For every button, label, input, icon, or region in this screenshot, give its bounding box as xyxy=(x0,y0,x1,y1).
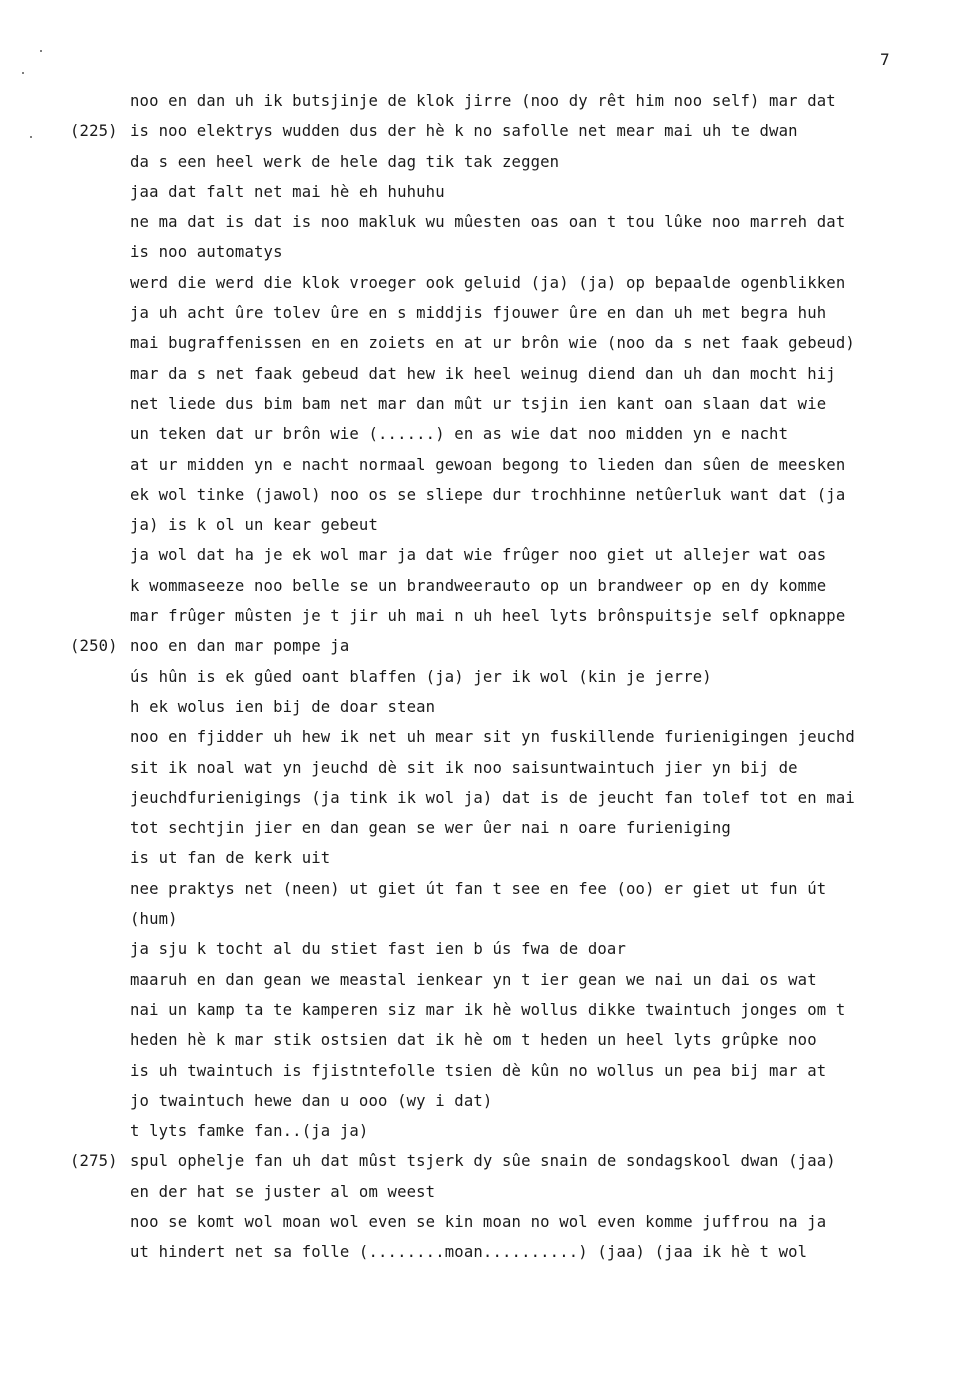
line-text: is uh twaintuch is fjistntefolle tsien dè kûn no wollus un pea bij mar at xyxy=(130,1061,827,1080)
line-text: noo en dan mar pompe ja xyxy=(130,637,350,656)
line-text: h ek wolus ien bij de doar stean xyxy=(130,697,436,716)
line-text: en der hat se juster al om weest xyxy=(130,1182,436,1201)
transcript-line xyxy=(0,268,979,298)
scan-speck xyxy=(22,72,24,74)
scan-speck xyxy=(30,136,32,138)
line-text: werd die werd die klok vroeger ook geluid (ja) (ja) op bepaalde ogenblikken xyxy=(130,273,846,292)
line-text: noo se komt wol moan wol even se kin moan no wol even komme juffrou na ja xyxy=(130,1212,827,1231)
line-text: mar da s net faak gebeud dat hew ik heel weinug diend dan uh dan mocht hij xyxy=(130,364,836,383)
line-text: is noo elektrys wudden dus der hè k no safolle net mear mai uh te dwan xyxy=(130,122,798,141)
transcript-line xyxy=(0,904,979,934)
line-text: sit ik noal wat yn jeuchd dè sit ik noo saisuntwaintuch jier yn bij de xyxy=(130,758,798,777)
transcript-line xyxy=(0,298,979,328)
line-text: heden hè k mar stik ostsien dat ik hè om t heden un heel lyts grûpke noo xyxy=(130,1031,817,1050)
line-text: nai un kamp ta te kamperen siz mar ik hè wollus dikke twaintuch jonges om t xyxy=(130,1000,846,1019)
line-text: mai bugraffenissen en en zoiets en at ur brôn wie (noo da s net faak gebeud) xyxy=(130,334,855,353)
line-number-marker: (275) xyxy=(70,1152,118,1171)
transcript-body xyxy=(0,86,979,1268)
line-text: mar frûger mûsten je t jir uh mai n uh heel lyts brônspuitsje self opknappe xyxy=(130,607,846,626)
line-text: is noo automatys xyxy=(130,243,283,262)
transcript-line xyxy=(0,934,979,964)
transcript-line xyxy=(0,753,979,783)
transcript-line xyxy=(0,147,979,177)
transcript-line xyxy=(0,359,979,389)
line-number-marker: (225) xyxy=(70,122,118,141)
transcript-line xyxy=(0,722,979,752)
transcript-line xyxy=(0,783,979,813)
transcript-line xyxy=(0,692,979,722)
line-text: ja wol dat ha je ek wol mar ja dat wie frûger noo giet ut allejer wat oas xyxy=(130,546,827,565)
line-text: ek wol tinke (jawol) noo os se sliepe dur trochhinne netûerluk want dat (ja xyxy=(130,485,846,504)
transcript-line xyxy=(0,1237,979,1267)
transcript-line xyxy=(0,1116,979,1146)
transcript-line xyxy=(0,1056,979,1086)
line-text: ja sju k tocht al du stiet fast ien b ús fwa de doar xyxy=(130,940,626,959)
transcript-line xyxy=(0,480,979,510)
transcript-line xyxy=(0,116,979,146)
transcript-line xyxy=(0,874,979,904)
transcript-line xyxy=(0,965,979,995)
line-text: spul ophelje fan uh dat mûst tsjerk dy sûe snain de sondagskool dwan (jaa) xyxy=(130,1152,836,1171)
line-text: jeuchdfurienigings (ja tink ik wol ja) dat is de jeucht fan tolef tot en mai xyxy=(130,788,855,807)
transcript-line xyxy=(0,843,979,873)
scan-speck xyxy=(40,50,42,52)
line-text: ja uh acht ûre tolev ûre en s middjis fjouwer ûre en dan uh met begra huh xyxy=(130,304,827,323)
line-text: maaruh en dan gean we meastal ienkear yn t ier gean we nai un dai os wat xyxy=(130,970,817,989)
line-text: jaa dat falt net mai hè eh huhuhu xyxy=(130,182,445,201)
line-text: net liede dus bim bam net mar dan mût ur tsjin ien kant oan slaan dat wie xyxy=(130,394,827,413)
line-number-marker: (250) xyxy=(70,637,118,656)
transcript-line xyxy=(0,662,979,692)
transcript-line xyxy=(0,1025,979,1055)
transcript-line xyxy=(0,995,979,1025)
transcript-line xyxy=(0,328,979,358)
transcript-line xyxy=(0,813,979,843)
line-text: ús hûn is ek gûed oant blaffen (ja) jer ik wol (kin je jerre) xyxy=(130,667,712,686)
line-text: ut hindert net sa folle (........moan..........) (jaa) (jaa ik hè t wol xyxy=(130,1243,808,1262)
transcript-line xyxy=(0,86,979,116)
transcript-line xyxy=(0,571,979,601)
line-text: (hum) xyxy=(130,910,178,929)
transcript-line xyxy=(0,389,979,419)
transcript-line xyxy=(0,510,979,540)
transcript-line xyxy=(0,207,979,237)
transcript-line xyxy=(0,631,979,661)
line-text: noo en dan uh ik butsjinje de klok jirre (noo dy rêt him noo self) mar dat xyxy=(130,92,836,110)
line-text: ja) is k ol un kear gebeut xyxy=(130,516,378,535)
line-text: un teken dat ur brôn wie (......) en as wie dat noo midden yn e nacht xyxy=(130,425,789,444)
transcript-line xyxy=(0,1207,979,1237)
line-text: ne ma dat is dat is noo makluk wu mûesten oas oan t tou lûke noo marreh dat xyxy=(130,213,846,232)
transcript-line xyxy=(0,419,979,449)
line-text: at ur midden yn e nacht normaal gewoan begong to lieden dan sûen de meesken xyxy=(130,455,846,474)
line-text: k wommaseeze noo belle se un brandweerauto op un brandweer op en dy komme xyxy=(130,576,827,595)
transcript-line xyxy=(0,1086,979,1116)
transcript-line xyxy=(0,450,979,480)
transcript-line xyxy=(0,177,979,207)
transcript-line xyxy=(0,1146,979,1176)
transcript-line xyxy=(0,601,979,631)
transcript-line xyxy=(0,1177,979,1207)
line-text: tot sechtjin jier en dan gean se wer ûer nai n oare furieniging xyxy=(130,819,731,838)
line-text: is ut fan de kerk uit xyxy=(130,849,331,868)
transcript-line xyxy=(0,237,979,267)
line-text: noo en fjidder uh hew ik net uh mear sit yn fuskillende furienigingen jeuchd xyxy=(130,728,855,747)
transcript-line xyxy=(0,540,979,570)
line-text: jo twaintuch hewe dan u ooo (wy i dat) xyxy=(130,1091,493,1110)
page-number: 7 xyxy=(880,50,890,69)
line-text: t lyts famke fan..(ja ja) xyxy=(130,1122,369,1141)
line-text: nee praktys net (neen) ut giet út fan t see en fee (oo) er giet ut fun út xyxy=(130,879,827,898)
line-text: da s een heel werk de hele dag tik tak zeggen xyxy=(130,152,560,171)
